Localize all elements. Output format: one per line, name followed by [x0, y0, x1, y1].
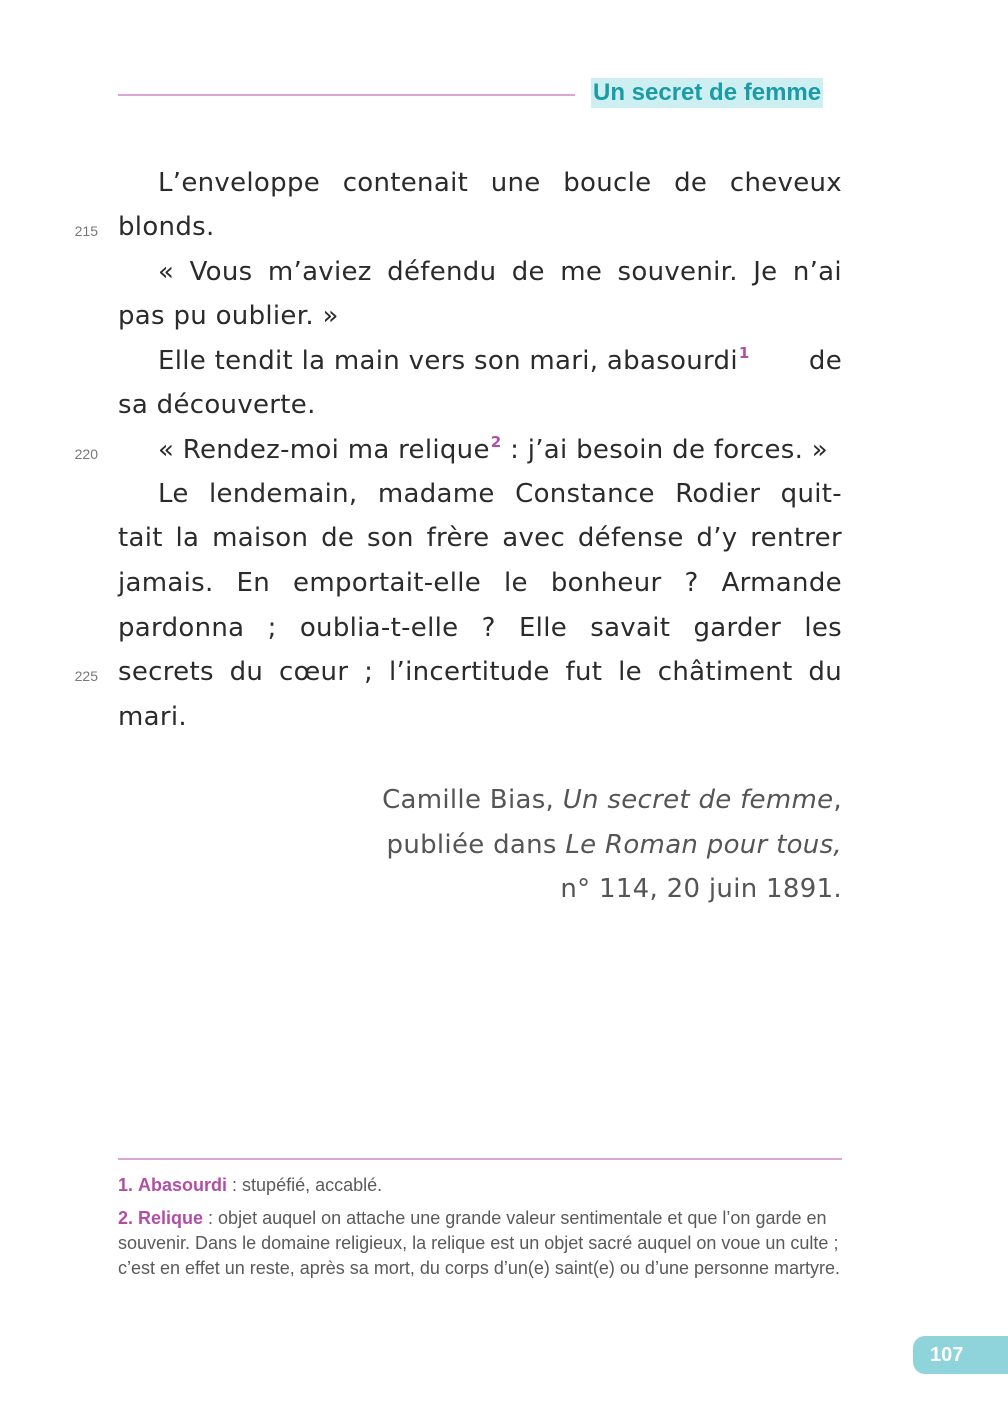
word: oublia-t-elle — [299, 613, 459, 643]
word: la — [175, 523, 200, 553]
word: le — [504, 568, 528, 598]
word: ? — [481, 613, 496, 643]
word: quit- — [780, 479, 842, 509]
word: de — [674, 168, 708, 198]
footnote-term: Relique — [138, 1208, 204, 1228]
word: châtiment — [657, 657, 793, 687]
word: ; — [364, 657, 374, 687]
citation-line-2: publiée dans Le Roman pour tous, — [386, 830, 842, 860]
text-line-4: pas pu oublier. » — [118, 301, 339, 331]
word: emportait-elle — [293, 568, 482, 598]
text-line-5 — [158, 341, 842, 381]
word: Je — [753, 257, 778, 287]
word: Vous — [189, 257, 253, 287]
word: ? — [684, 568, 699, 598]
word: une — [490, 168, 541, 198]
footnote-ref-1[interactable]: 1 — [738, 344, 750, 362]
word: me — [560, 257, 603, 287]
word: du — [808, 657, 842, 687]
word: frère — [426, 523, 490, 553]
word: m’aviez — [267, 257, 372, 287]
text-line-13: mari. — [118, 702, 187, 732]
word: bonheur — [550, 568, 662, 598]
word: madame — [377, 479, 495, 509]
citation-work-title: Un secret de femme — [562, 785, 834, 815]
word: d’y — [696, 523, 738, 553]
footnote-rule — [118, 1158, 842, 1160]
text-segment: Elle tendit la main vers son mari, abasourdi$^1$ — [158, 344, 750, 376]
text-line-10 — [118, 563, 842, 603]
text-segment: de — [808, 346, 842, 376]
text-line-7: « Rendez-moi ma relique$^2$ : j’ai besoin de forces. » — [158, 433, 828, 465]
word: « — [158, 257, 175, 287]
word: son — [366, 523, 414, 553]
word: Elle — [518, 613, 568, 643]
word: le — [618, 657, 642, 687]
word: cheveux — [729, 168, 842, 198]
word: lendemain, — [209, 479, 358, 509]
text-line-2: blonds. — [118, 212, 215, 242]
word: Constance — [515, 479, 655, 509]
word: souvenir. — [617, 257, 738, 287]
word: avec — [502, 523, 566, 553]
word: contenait — [342, 168, 469, 198]
text-line-9 — [118, 518, 842, 558]
page-number: 107 — [930, 1344, 964, 1366]
word: maison — [212, 523, 309, 553]
text-line-1 — [158, 163, 842, 203]
word: pardonna — [118, 613, 245, 643]
word: tait — [118, 523, 163, 553]
word: garder — [693, 613, 782, 643]
word: Le — [158, 479, 189, 509]
footnote-2: 2. Relique : objet auquel on attache une grande valeur sentimentale et que l’on garde en souvenir. Dans le domaine religieux, la relique est un objet sacré auquel on voue un culte ; c’est en effet un reste, après sa mort, du corps d’un(e) saint(e) ou d’une personne martyre. — [118, 1208, 841, 1278]
word: de — [321, 523, 355, 553]
footnote-ref-2[interactable]: 2 — [490, 433, 502, 451]
word: ; — [267, 613, 277, 643]
text-line-12 — [118, 652, 842, 692]
word: L’enveloppe — [158, 168, 321, 198]
word: Rodier — [675, 479, 761, 509]
word: l’incertitude — [389, 657, 550, 687]
word: savait — [590, 613, 671, 643]
line-number-215: 215 — [74, 223, 98, 239]
word: du — [229, 657, 264, 687]
word: n’ai — [792, 257, 842, 287]
line-number-225: 225 — [74, 668, 98, 684]
word: Armande — [721, 568, 842, 598]
word: secrets — [118, 657, 214, 687]
text-line-6: sa découverte. — [118, 390, 316, 420]
word: défendu — [387, 257, 497, 287]
text-line-8 — [158, 474, 842, 514]
line-number-220: 220 — [74, 446, 98, 462]
word: fut — [565, 657, 603, 687]
word: les — [804, 613, 842, 643]
text-line-11 — [118, 608, 842, 648]
running-title: Un secret de femme — [593, 79, 822, 106]
word: boucle — [563, 168, 652, 198]
footnote-1: 1. Abasourdi : stupéfié, accablé. — [118, 1175, 383, 1195]
word: rentrer — [750, 523, 842, 553]
header-rule — [118, 94, 575, 96]
citation-journal: Le Roman pour tous, — [565, 830, 842, 860]
citation-line-1: Camille Bias, Un secret de femme, — [382, 785, 842, 815]
word: cœur — [279, 657, 349, 687]
footnote-term: Abasourdi — [138, 1175, 228, 1195]
word: de — [511, 257, 545, 287]
word: jamais. — [118, 568, 214, 598]
word: En — [236, 568, 271, 598]
word: défense — [577, 523, 684, 553]
text-line-3 — [158, 252, 842, 292]
citation-line-3: n° 114, 20 juin 1891. — [560, 874, 842, 904]
